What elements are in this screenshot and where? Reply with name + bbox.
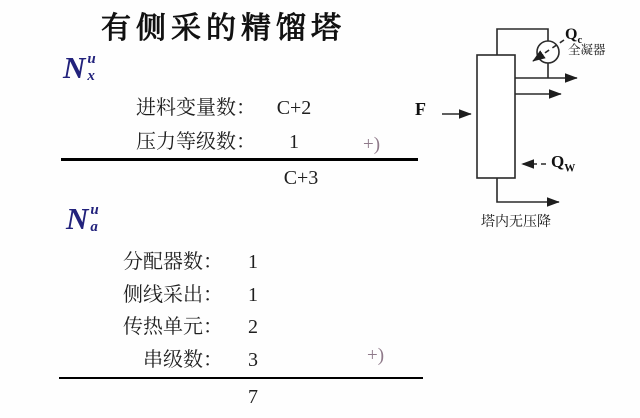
row-label-cascades: 串级数： bbox=[143, 349, 223, 371]
bottoms-arrow bbox=[497, 178, 559, 202]
na-symbol-main: N bbox=[66, 201, 89, 236]
qc-label-sub: c bbox=[577, 35, 583, 47]
distillation-column-diagram bbox=[400, 0, 640, 240]
qc-label-main: Q bbox=[565, 26, 578, 43]
column-body bbox=[477, 55, 515, 178]
qw-label-main: Q bbox=[551, 152, 565, 171]
total-condenser-label: 全凝器 bbox=[568, 43, 606, 57]
na-superscript: u bbox=[90, 202, 99, 218]
plus-operator-1: +) bbox=[363, 134, 381, 155]
row-label-pressure-levels: 压力等级数： bbox=[136, 131, 256, 153]
na-subscript: a bbox=[90, 219, 98, 235]
sum-rule-1 bbox=[61, 158, 418, 161]
row-value-distributors: 1 bbox=[248, 251, 258, 273]
nx-subscript: x bbox=[87, 68, 95, 84]
nx-total: C+3 bbox=[283, 167, 319, 189]
sum-rule-2 bbox=[59, 377, 423, 379]
row-value-pressure-levels: 1 bbox=[289, 131, 299, 153]
nx-symbol bbox=[63, 52, 96, 84]
row-label-side-draw: 侧线采出： bbox=[123, 284, 223, 306]
row-label-distributors: 分配器数： bbox=[123, 251, 223, 273]
row-value-feed-variables: C+2 bbox=[276, 97, 312, 119]
nx-superscript: u bbox=[87, 51, 96, 67]
row-value-side-draw: 1 bbox=[248, 284, 258, 306]
na-symbol bbox=[66, 203, 99, 235]
qw-label-sub: W bbox=[564, 162, 576, 175]
qw-label bbox=[551, 153, 575, 175]
nx-symbol-scripts bbox=[87, 52, 95, 84]
na-total: 7 bbox=[248, 386, 258, 408]
plus-operator-2: +) bbox=[367, 345, 385, 366]
feed-label: F bbox=[415, 99, 426, 119]
page-title: 有侧采的精馏塔 bbox=[101, 12, 346, 45]
row-label-heat-units: 传热单元： bbox=[123, 316, 223, 338]
row-value-cascades: 3 bbox=[248, 349, 258, 371]
na-symbol-scripts bbox=[90, 203, 98, 235]
row-value-heat-units: 2 bbox=[248, 316, 258, 338]
nx-symbol-main: N bbox=[63, 50, 86, 85]
no-pressure-drop-note: 塔内无压降 bbox=[481, 215, 551, 230]
row-label-feed-variables: 进料变量数： bbox=[136, 97, 256, 119]
condenser-circle bbox=[537, 41, 559, 63]
